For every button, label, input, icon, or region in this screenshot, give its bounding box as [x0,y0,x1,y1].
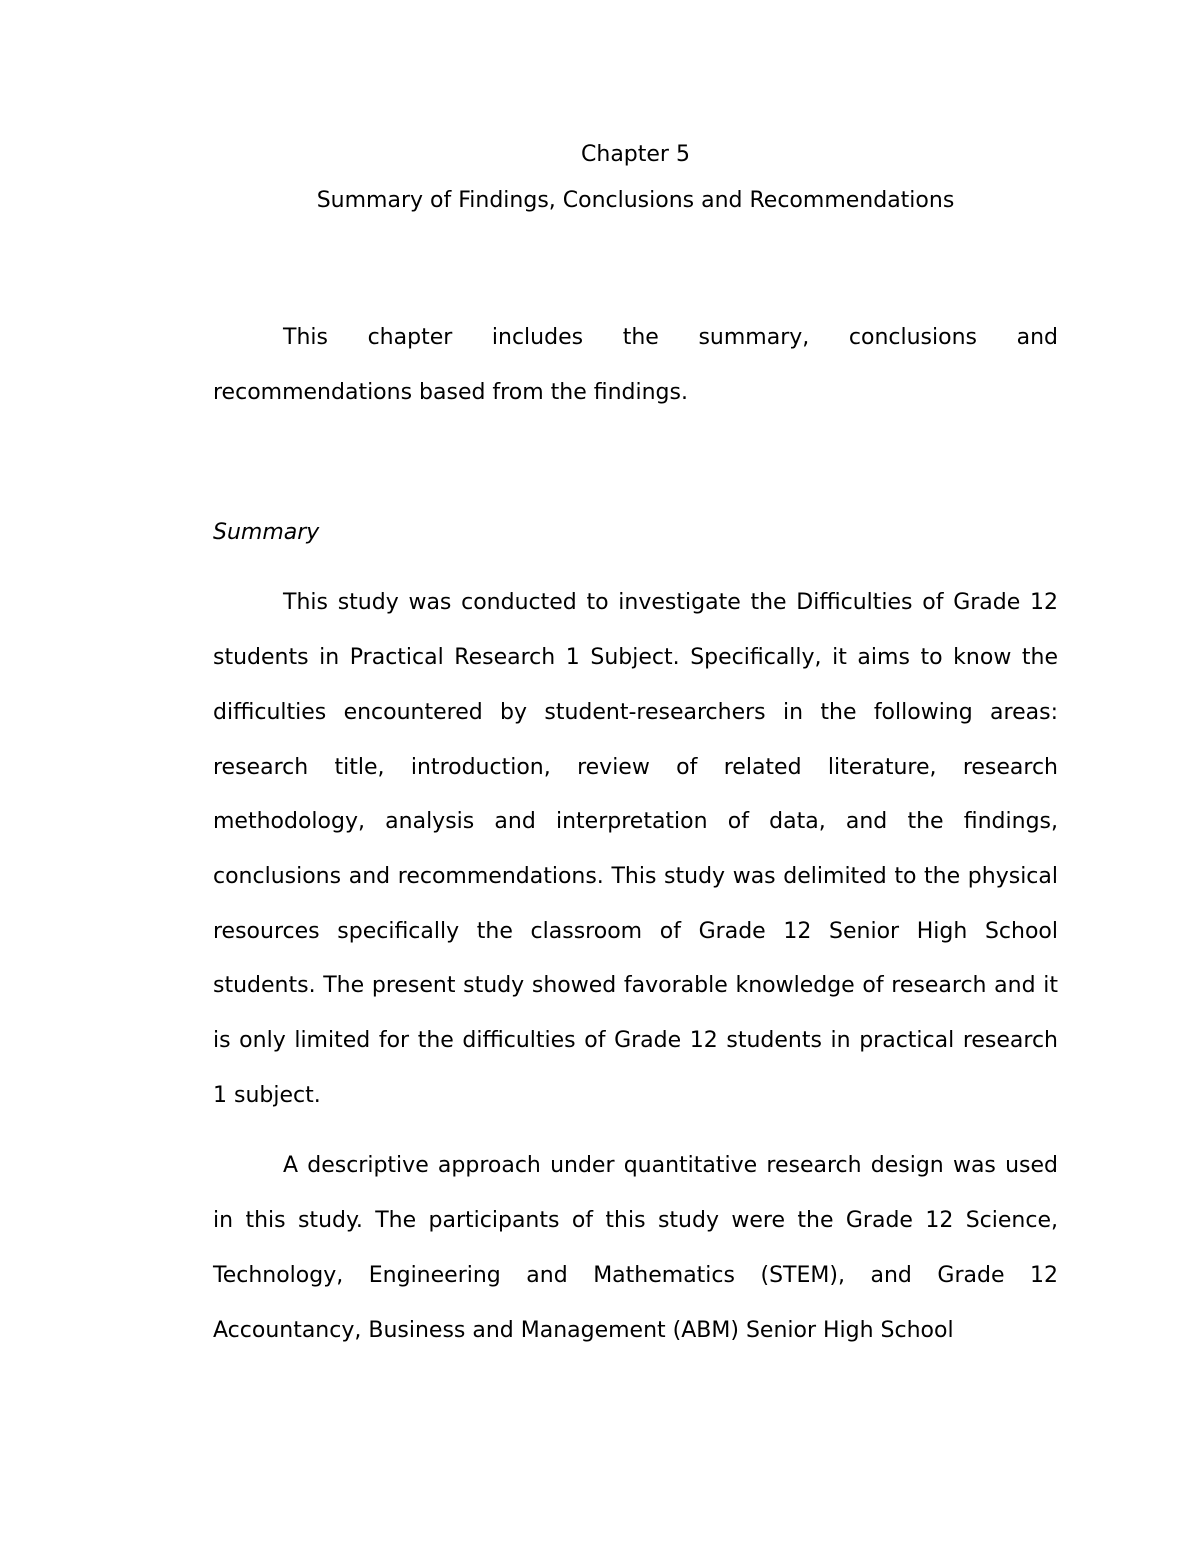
chapter-heading: Chapter 5 [581,142,690,167]
chapter-title: Summary of Findings, Conclusions and Recommendations [316,188,955,213]
document-body [213,132,1058,1358]
intro-paragraph: This chapter includes the summary, conclusions and recommendations based from the findings. [213,325,1058,405]
summary-heading: Summary [213,520,320,546]
summary-paragraph-2: A descriptive approach under quantitative research design was used in this study. The participants of this study were the Grade 12 Science, Technology, Engineering and Mathematics (STEM), and Grade 12 Accountancy, Business and Management (ABM) Senior High School [213,1153,1058,1343]
summary-paragraph-1: This study was conducted to investigate the Difficulties of Grade 12 students in Practical Research 1 Subject. Specifically, it aims to know the difficulties encountered by student-researchers in the following areas: research title, introduction, review of related literature, research methodology, analysis and interpretation of data, and the findings, conclusions and recommendations. This study was delimited to the physical resources specifically the classroom of Grade 12 Senior High School students. The present study showed favorable knowledge of research and it is only limited for the difficulties of Grade 12 students in practical research 1 subject. [213,590,1058,1108]
